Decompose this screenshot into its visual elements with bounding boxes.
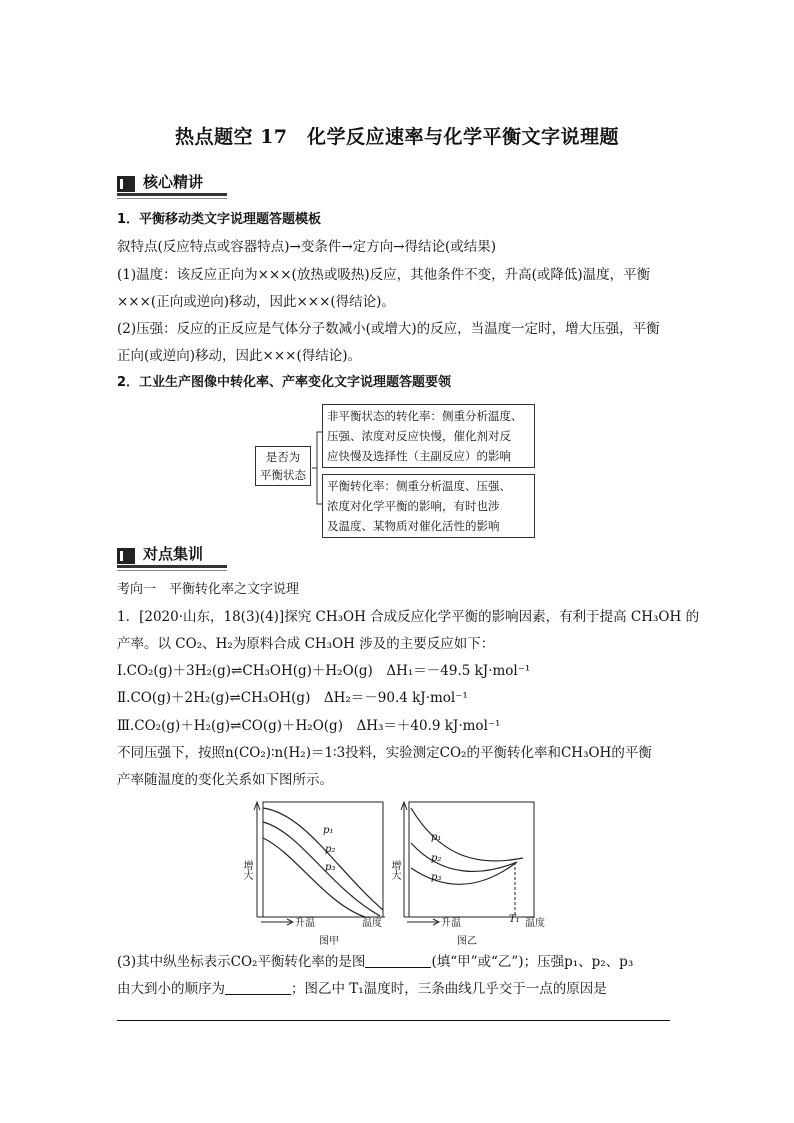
chart-jia-x-arrow [261,919,293,925]
q3-line2 [117,979,607,999]
chart-yi-tick-t1: T₁ [509,914,520,925]
chart-yi-curve-p3 [411,862,517,884]
chart-yi-curve-p1 [411,808,523,861]
chart-yi-label-p2: p₂ [431,853,442,864]
chart-jia-label-p1: p₁ [323,825,334,836]
chart-jia-frame [263,802,383,917]
chart-jia-label-p3: p₃ [325,862,336,873]
section-core-heading [117,170,203,192]
q3-line1-part1: (3)其中纵坐标表示CO₂平衡转化率的是图 [117,954,366,970]
core-template: 叙特点(反应特点或容器特点)→变条件→定方向→得结论(或结果) [117,239,497,255]
diagram-center-line2: 平衡状态 [260,468,306,482]
core-heading-1: 1．平衡移动类文字说理题答题模板 [117,212,322,227]
reaction-1: Ⅰ.CO₂(g)＋3H₂(g)⇌CH₃OH(g)＋H₂O(g) ΔH₁＝－49.5 kJ·mol⁻¹ [117,663,531,679]
chart-jia-xend: 温度 [362,918,382,929]
chart-jia [241,798,395,947]
chart-yi-x-arrow [407,919,439,925]
core-temp-line1: (1)温度：该反应正向为×××(放热或吸热)反应，其他条件不变，升高(或降低)温度，平衡 [117,267,651,283]
diagram-top-line: 非平衡状态的转化率：侧重分析温度、 [327,409,523,423]
chart-jia-curve-p2 [263,822,380,916]
core-temp-line2: ×××(正向或逆向)移动，因此×××(得结论)。 [117,294,395,310]
chart-yi-label-p3: p₃ [431,872,442,883]
chart-jia-curve-p1 [263,808,383,910]
q3-line2-part1: 由大到小的顺序为 [117,981,225,997]
chart-yi-caption: 图乙 [457,936,477,947]
chart-yi-ylabel: 增大 [389,860,400,880]
practice-direction: 考向一 平衡转化率之文字说理 [117,582,300,597]
chart-jia-xlabel: 升温 [295,918,315,929]
chart-jia-ylabel: 增大 [241,860,252,880]
section-core-label: 核心精讲 [143,173,204,191]
q1-line4: 产率随温度的变化关系如下图所示。 [117,772,333,788]
chart-yi-xend: 温度 [525,918,545,929]
chart-jia-y-arrow [254,802,260,917]
chart-yi [389,798,553,947]
chart-yi-curve-p2 [411,843,517,871]
chart-yi-label-p1: p₁ [431,832,442,843]
diagram-center-box [255,446,311,486]
answer-blank-pressure-order[interactable] [225,980,291,995]
section-practice-heading [117,542,203,564]
diagram-top-line: 压强、浓度对反应快慢，催化剂对反 [327,429,511,443]
diagram-bottom-line: 浓度对化学平衡的影响，有时也涉 [327,499,500,513]
section-number-badge [117,176,135,192]
decision-diagram [255,402,545,534]
q1-line3: 不同压强下，按照n(CO₂)∶n(H₂)＝1∶3投料，实验测定CO₂的平衡转化率和CH₃OH的平衡 [117,745,652,761]
diagram-top-line: 应快慢及选择性（主副反应）的影响 [327,449,511,463]
diagram-bottom-box [322,474,535,538]
chart-yi-xlabel: 升温 [441,918,461,929]
footer-rule [117,1020,670,1021]
diagram-bottom-line: 及温度、某物质对催化活性的影响 [327,519,500,533]
answer-blank-figure[interactable] [365,953,431,968]
q3-line1-part2: (填“甲”或“乙”)；压强p₁、p₂、p₃ [431,954,634,970]
core-pres-line2: 正向(或逆向)移动，因此×××(得结论)。 [117,348,362,364]
q3-line1 [117,952,633,972]
section-practice-label: 对点集训 [143,545,204,563]
q1-line2: 产率。以 CO₂、H₂为原料合成 CH₃OH 涉及的主要反应如下： [117,636,495,652]
chart-jia-caption: 图甲 [319,936,339,947]
core-pres-line1: (2)压强：反应的正反应是气体分子数减小(或增大)的反应，当温度一定时，增大压强，平衡 [117,321,660,337]
q1-line1: 1．[2020·山东，18(3)(4)]探究 CH₃OH 合成反应化学平衡的影响因素，有利于提高 CH₃OH 的 [117,609,700,625]
reaction-3: Ⅲ.CO₂(g)＋H₂(g)⇌CO(g)＋H₂O(g) ΔH₃＝＋40.9 kJ·mol⁻¹ [117,718,501,734]
q3-line2-part2: ；图乙中 T₁温度时，三条曲线几乎交于一点的原因是 [291,981,607,997]
core-heading-2: 2．工业生产图像中转化率、产率变化文字说理题答题要领 [117,375,452,390]
chart-jia-label-p2: p₂ [325,844,336,855]
page-title: 热点题空 17 化学反应速率与化学平衡文字说理题 [174,126,620,148]
diagram-top-box [322,404,535,468]
reaction-2: Ⅱ.CO(g)＋2H₂(g)⇌CH₃OH(g) ΔH₂＝－90.4 kJ·mol⁻¹ [117,690,468,706]
section-number-badge [117,548,135,564]
diagram-bottom-line: 平衡转化率：侧重分析温度、压强、 [327,479,511,493]
diagram-center-line1: 是否为 [265,450,301,464]
